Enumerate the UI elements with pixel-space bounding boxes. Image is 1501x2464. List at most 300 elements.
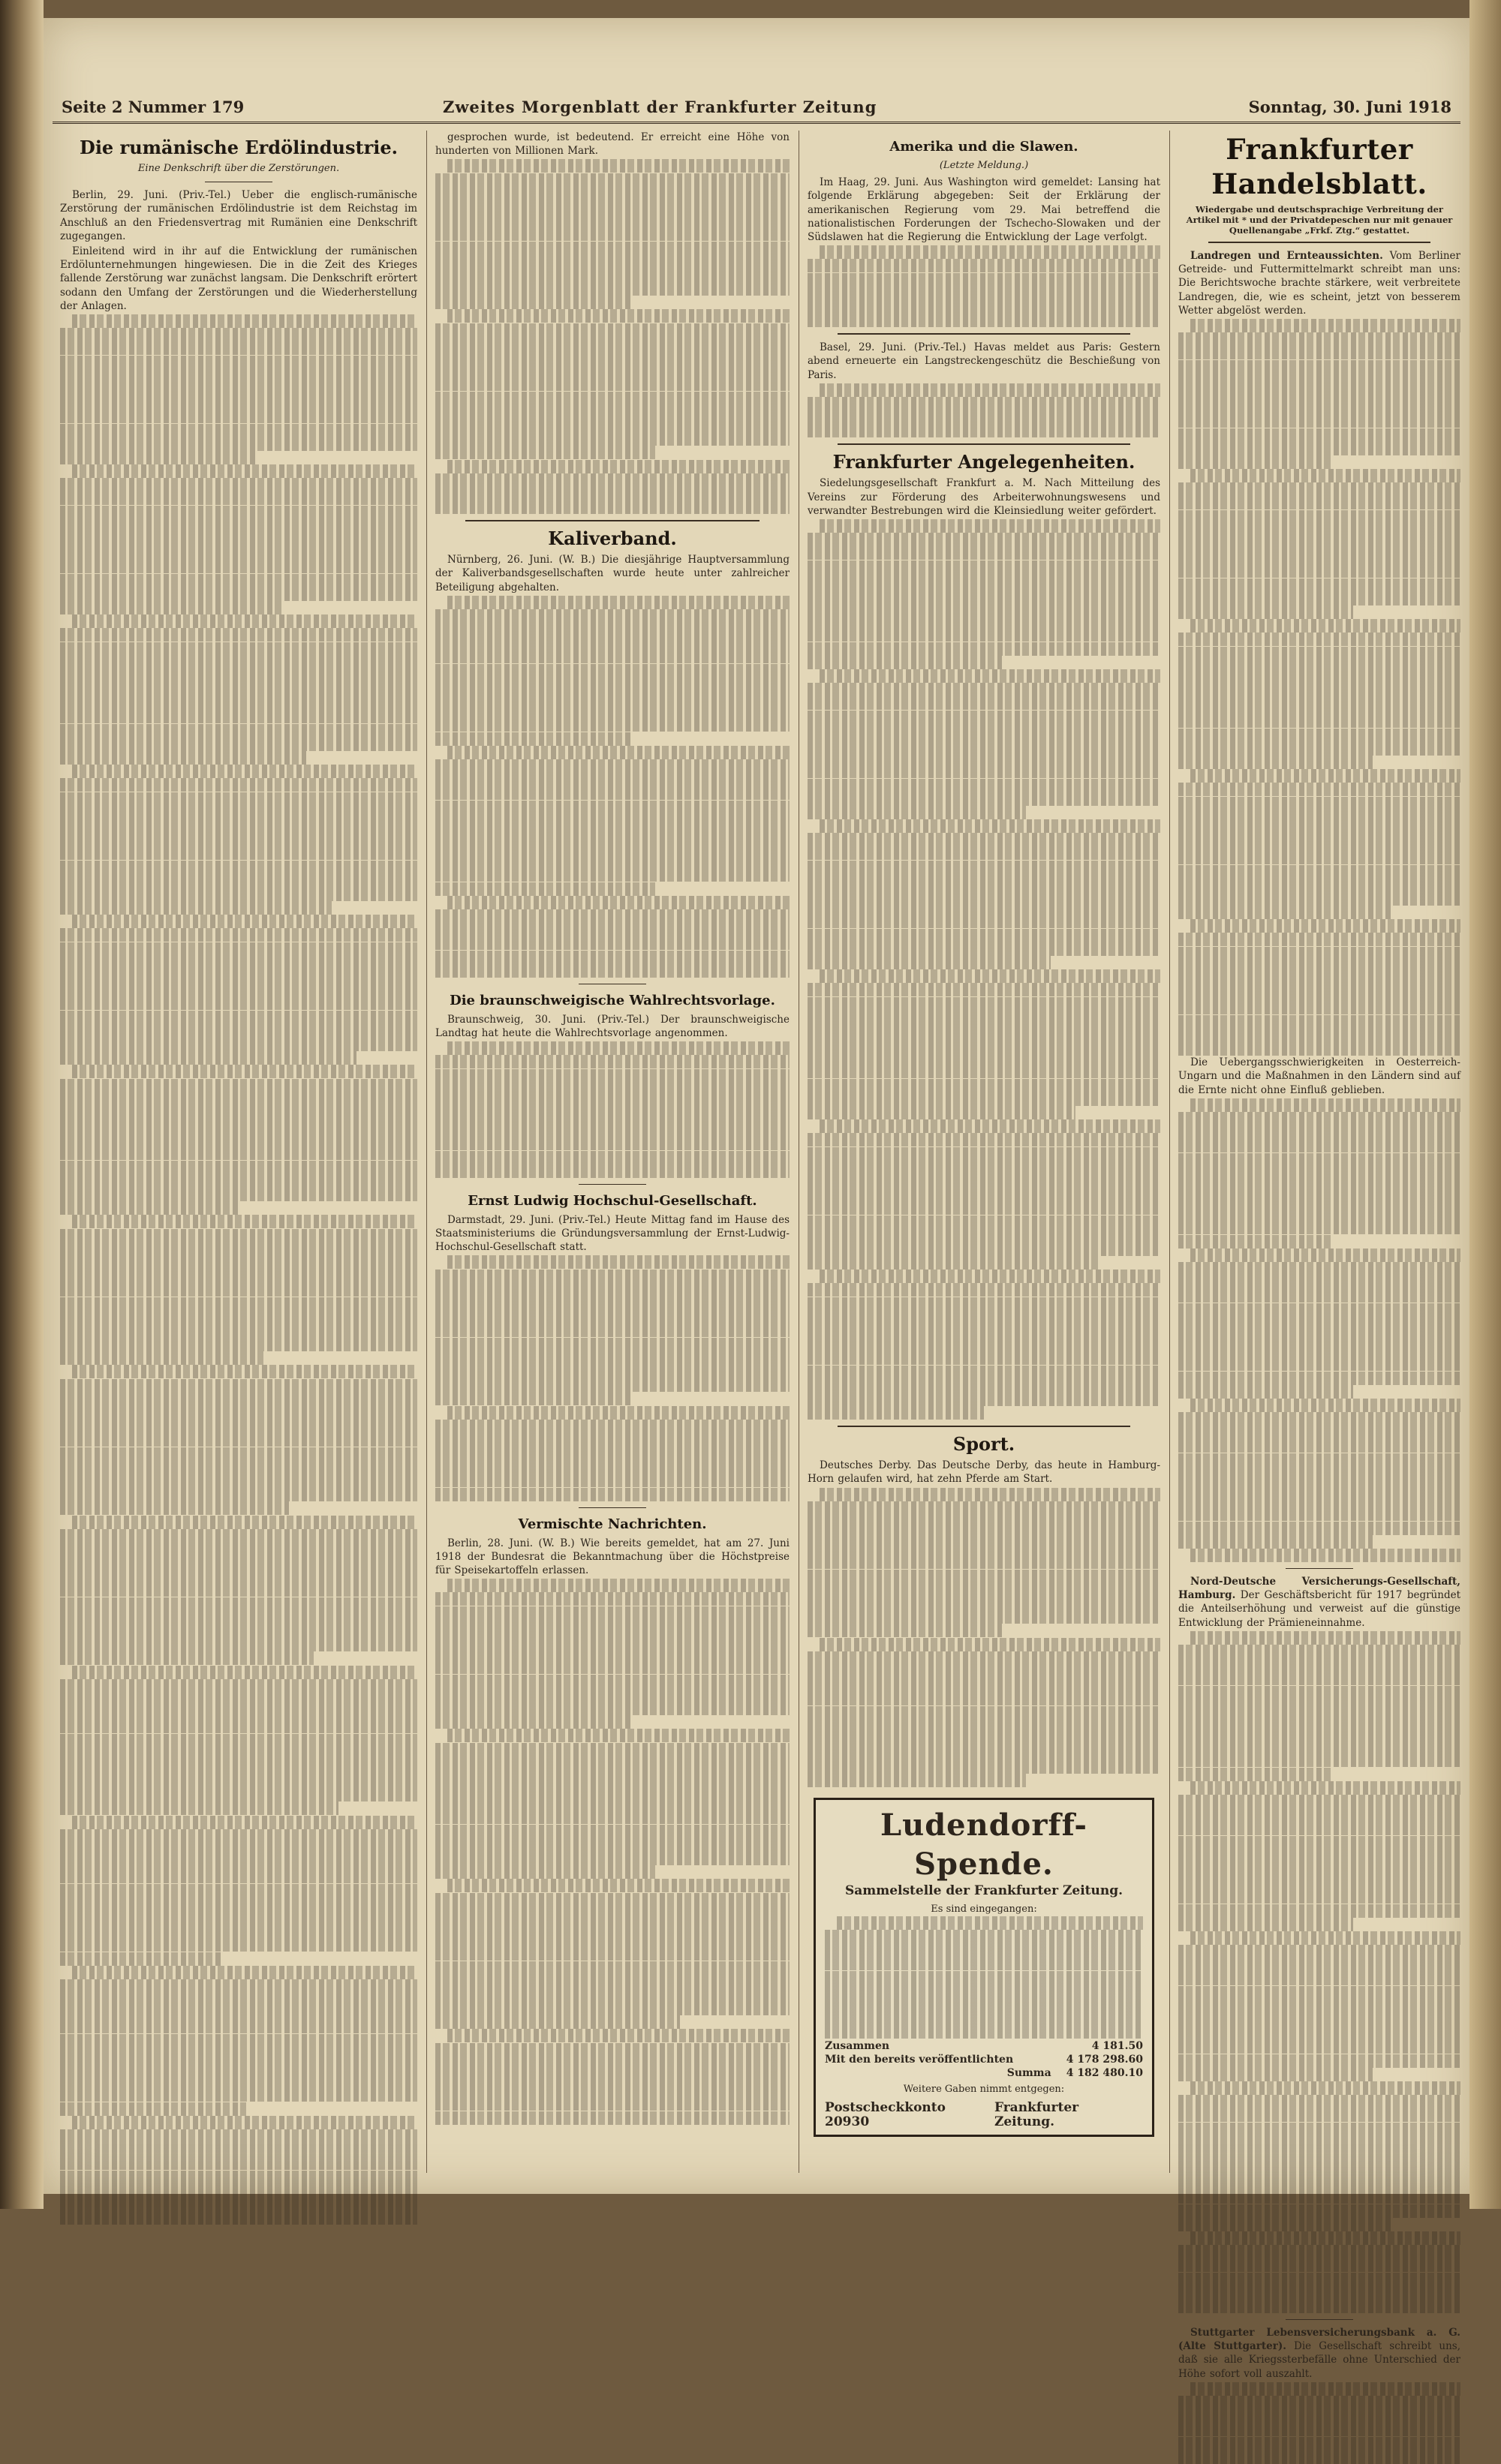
text-line	[808, 410, 1160, 424]
text-line	[60, 1243, 417, 1256]
section-lead-wahlrecht: Braunschweig, 30. Juni. (Priv.-Tel.) Der braunschweigische Landtag hat heute die Wahlrechtsvorlage angenommen.	[435, 1013, 790, 1039]
divider	[1286, 2319, 1353, 2320]
text-line	[808, 1011, 1160, 1024]
text-line	[435, 1055, 790, 1068]
ad-sum-label: Summa	[1006, 2066, 1051, 2079]
text-line	[1178, 947, 1460, 960]
ad-previous-row	[825, 2053, 1143, 2066]
text-line	[808, 997, 1160, 1011]
text-line	[435, 1783, 790, 1797]
text-line	[60, 1938, 417, 1952]
text-line	[1178, 701, 1460, 714]
text-line	[808, 1570, 1160, 1583]
text-line	[1178, 537, 1460, 551]
text-line	[808, 765, 1160, 778]
text-line	[808, 314, 1160, 327]
text-line	[435, 1488, 790, 1501]
text-line	[808, 1283, 1160, 1297]
text-line	[808, 942, 1160, 956]
text-line	[1178, 1426, 1460, 1439]
text-line	[1178, 524, 1460, 537]
text-line	[1178, 1372, 1460, 1385]
book-binding	[0, 0, 44, 2209]
text-line	[1178, 2450, 1460, 2464]
ad-postscheck: Postscheckkonto 20930	[825, 2100, 946, 2129]
ad-intro: Es sind eingegangen:	[931, 1903, 1037, 1915]
text-line	[825, 2012, 1143, 2025]
text-line	[60, 1351, 263, 1365]
text-line	[435, 1420, 790, 1433]
text-line	[820, 1488, 1160, 1501]
section-body-kali	[435, 596, 790, 978]
text-line	[808, 683, 1160, 696]
text-line	[808, 751, 1160, 765]
text-line	[1178, 1699, 1460, 1713]
text-line	[808, 1079, 1160, 1092]
text-line	[1178, 1494, 1460, 1507]
text-line	[435, 350, 790, 364]
text-line	[435, 1675, 790, 1688]
text-line	[435, 1838, 790, 1852]
text-line	[1178, 1672, 1460, 1685]
text-line	[60, 710, 417, 723]
news-basel: Basel, 29. Juni. (Priv.-Tel.) Havas meldet aus Paris: Gestern abend erneuerte ein Langstreckengeschütz die Beschießung von Paris.	[808, 341, 1160, 381]
text-line	[808, 833, 1160, 846]
text-line	[820, 669, 1160, 683]
text-line	[435, 323, 790, 337]
text-line	[60, 1174, 417, 1188]
handelsblatt-masthead: Frankfurter Handelsblatt.	[1211, 133, 1427, 200]
text-line	[435, 282, 790, 296]
text-line	[808, 560, 1160, 574]
text-line	[1190, 1781, 1460, 1795]
text-line	[1178, 1753, 1460, 1767]
text-line	[1178, 1986, 1460, 2000]
text-line	[435, 2111, 790, 2125]
section-body-hochschul	[435, 1255, 790, 1501]
text-line	[435, 678, 790, 691]
text-line	[1178, 2123, 1460, 2136]
text-line	[447, 309, 790, 323]
text-line	[60, 1529, 417, 1543]
text-line	[808, 1678, 1160, 1692]
text-line	[808, 1174, 1160, 1188]
text-line	[447, 596, 790, 609]
text-line	[60, 1570, 417, 1583]
text-line	[808, 273, 1160, 287]
text-line	[1178, 1918, 1353, 1931]
text-line	[1178, 1289, 1460, 1303]
text-line	[1178, 442, 1460, 455]
text-line	[60, 1256, 417, 1270]
text-line	[72, 1816, 417, 1829]
text-line	[72, 1516, 417, 1529]
text-line	[435, 473, 790, 487]
item-norddeutsche	[1178, 1575, 1460, 1630]
text-line	[60, 833, 417, 846]
text-line	[60, 533, 417, 546]
text-line	[447, 460, 790, 473]
text-line	[435, 1975, 790, 1988]
text-line	[1178, 687, 1460, 701]
text-line	[60, 1788, 417, 1801]
text-line	[435, 419, 790, 432]
text-line	[825, 1998, 1143, 2012]
text-line	[60, 819, 417, 833]
text-line	[1178, 2273, 1460, 2286]
text-line	[435, 1474, 790, 1487]
section-lead-frankfurt: Siedelungsgesellschaft Frankfurt a. M. Nach Mitteilung des Vereins zur Förderung des Arbeiterwohnungswesens und verwandter Bestrebungen wird die Kleinsiedlung weiter gefördert.	[808, 477, 1160, 517]
divider	[579, 1184, 646, 1185]
text-line	[808, 601, 1160, 614]
text-line	[820, 819, 1160, 833]
text-line	[808, 1188, 1160, 1201]
text-line	[1178, 2177, 1460, 2190]
text-line	[60, 1856, 417, 1870]
text-line	[60, 2088, 417, 2102]
text-line	[1178, 455, 1334, 469]
text-line	[72, 765, 417, 778]
text-line	[1178, 1768, 1334, 1781]
text-line	[60, 874, 417, 888]
text-line	[1178, 496, 1460, 509]
text-line	[808, 424, 1160, 437]
text-line	[825, 1930, 1143, 1943]
text-line	[60, 956, 417, 969]
text-line	[1178, 1522, 1460, 1535]
text-line	[1178, 2095, 1460, 2108]
text-line	[1178, 374, 1460, 387]
ad-footer	[825, 2101, 1143, 2128]
text-line	[435, 1920, 790, 1934]
text-line	[808, 724, 1160, 738]
text-line	[435, 1715, 630, 1729]
text-line	[435, 1852, 790, 1865]
text-line	[60, 669, 417, 683]
text-line	[1178, 633, 1460, 646]
text-line	[808, 1720, 1160, 1733]
text-line	[60, 491, 417, 505]
text-line	[60, 1501, 289, 1515]
text-line	[435, 255, 790, 269]
text-line	[808, 1092, 1160, 1106]
text-line	[808, 1501, 1160, 1515]
text-line	[60, 1979, 417, 1993]
text-line	[60, 2075, 417, 2088]
column-3	[808, 131, 1160, 2176]
text-line	[60, 778, 417, 792]
item-stuttgarter-title: Stuttgarter Lebensversicherungsbank a. G. (Alte Stuttgarter).	[1178, 2326, 1460, 2353]
text-line	[1178, 837, 1460, 851]
text-line	[435, 2097, 790, 2111]
section-lead-kali: Nürnberg, 26. Juni. (W. B.) Die diesjährige Hauptversammlung der Kaliverbandsgesellschaften wurde heute unter zahlreicher Beteiligung abgehalten.	[435, 554, 790, 593]
text-line	[60, 1556, 417, 1570]
text-line	[808, 1229, 1160, 1243]
text-line	[60, 546, 417, 560]
text-line	[60, 1324, 417, 1338]
text-line	[808, 1351, 1160, 1365]
column-rule	[1169, 131, 1170, 2173]
text-line	[435, 173, 790, 187]
text-line	[60, 587, 417, 601]
text-line	[1178, 2396, 1460, 2409]
text-line	[1178, 1221, 1460, 1234]
text-line	[808, 779, 1160, 792]
page-number: Seite 2 Nummer 179	[62, 98, 245, 116]
text-line	[435, 1083, 790, 1096]
item-landregen	[1178, 249, 1460, 317]
text-line	[1178, 2423, 1460, 2436]
text-line	[808, 792, 1160, 806]
text-line	[1178, 1139, 1460, 1152]
text-line	[60, 2211, 417, 2225]
text-line	[1178, 1235, 1334, 1249]
text-line	[808, 397, 1160, 410]
text-line	[435, 1606, 790, 1620]
text-line	[60, 1311, 417, 1324]
text-line	[435, 609, 790, 623]
text-line	[435, 214, 790, 227]
text-line	[1178, 1344, 1460, 1357]
text-line	[60, 969, 417, 983]
text-line	[435, 1151, 790, 1164]
text-line	[72, 1365, 417, 1378]
text-line	[435, 1069, 790, 1083]
column-4	[1178, 131, 1460, 2380]
text-line	[435, 1297, 790, 1310]
text-line	[1178, 2027, 1460, 2040]
ad-total-row	[825, 2039, 1143, 2053]
text-line	[808, 1256, 1100, 1270]
text-line	[1178, 1904, 1460, 1918]
text-line	[1178, 1958, 1460, 1972]
text-line	[1190, 2382, 1460, 2396]
text-line	[60, 683, 417, 696]
text-line	[1190, 1931, 1460, 1945]
text-line	[435, 1592, 790, 1606]
text-line	[808, 1760, 1160, 1774]
ludendorff-donation-ad	[814, 1798, 1154, 2136]
text-line	[60, 738, 417, 751]
text-line	[1178, 1439, 1460, 1453]
text-line	[60, 724, 417, 738]
text-line	[435, 828, 790, 841]
news-basel-body	[808, 383, 1160, 438]
section-lead-vermischte: Berlin, 28. Juni. (W. B.) Wie bereits gemeldet, hat am 27. Juni 1918 der Bundesrat die Bekanntmachung über die Höchstpreise für Speisekartoffeln erlassen.	[435, 1537, 790, 1577]
text-line	[1178, 1015, 1460, 1029]
text-line	[1178, 1385, 1353, 1399]
section-body-frankfurt	[808, 519, 1160, 1420]
text-line	[72, 1666, 417, 1679]
text-line	[820, 245, 1160, 259]
text-line	[808, 587, 1160, 601]
ad-title: Ludendorff-Spende.	[880, 1807, 1088, 1883]
text-line	[1178, 2204, 1460, 2218]
text-line	[435, 1378, 790, 1392]
text-line	[435, 269, 790, 282]
text-line	[1178, 714, 1460, 728]
text-line	[435, 405, 790, 419]
text-line	[1178, 510, 1460, 524]
text-line	[60, 1461, 417, 1474]
text-line	[60, 792, 417, 806]
text-line	[808, 1610, 1160, 1624]
text-line	[72, 1215, 417, 1228]
text-line	[808, 1406, 984, 1420]
text-line	[435, 2070, 790, 2084]
text-line	[808, 1324, 1160, 1338]
text-line	[447, 746, 790, 759]
text-line	[1178, 1357, 1460, 1371]
text-line	[447, 1255, 790, 1269]
text-line	[808, 846, 1160, 860]
text-line	[808, 1597, 1160, 1610]
text-line	[60, 2198, 417, 2211]
text-line	[435, 1447, 790, 1460]
text-line	[60, 1474, 417, 1488]
text-line	[1178, 1262, 1460, 1276]
article-body-amerika	[808, 245, 1160, 327]
text-line	[435, 2015, 680, 2029]
article-lead: Berlin, 29. Juni. (Priv.-Tel.) Ueber die englisch-rumänische Zerstörung der rumänischen Erdölindustrie ist dem Reichstag im Anschluß an den Friedensvertrag mit Rumänien eine Denkschrift zugegangen.	[60, 189, 417, 242]
text-line	[1178, 1153, 1460, 1167]
page-date: Sonntag, 30. Juni 1918	[1248, 98, 1451, 116]
text-line	[435, 923, 790, 936]
text-line	[435, 200, 790, 214]
text-line	[1178, 797, 1460, 810]
text-line	[808, 533, 1160, 546]
text-line	[808, 1297, 1160, 1311]
text-line	[60, 1379, 417, 1393]
text-line	[1178, 428, 1460, 442]
text-line	[60, 506, 417, 519]
article-continued-text: gesprochen wurde, ist bedeutend. Er erreicht eine Höhe von hunderten von Millionen Mark.	[435, 131, 790, 158]
text-line	[60, 574, 417, 587]
text-line	[808, 1733, 1160, 1747]
text-line	[435, 1633, 790, 1647]
text-line	[60, 1583, 417, 1597]
reprint-notice: Wiedergabe und deutschsprachige Verbreitung der Artikel mit * und der Privatdepeschen nur mit genauer Quellenangabe „Frkf. Ztg.“ gestattet.	[1186, 204, 1453, 236]
text-line	[825, 1985, 1143, 1998]
text-line	[60, 341, 417, 355]
text-line	[435, 500, 790, 514]
text-line	[1178, 2258, 1460, 2272]
text-line	[60, 1679, 417, 1693]
text-line	[60, 1297, 417, 1311]
text-line	[1178, 332, 1460, 346]
text-line	[808, 806, 1026, 819]
donor-list	[825, 1916, 1143, 2039]
text-line	[1178, 1507, 1460, 1521]
article-body: Einleitend wird in ihr auf die Entwicklung der rumänischen Erdölunternehmungen hingewiesen. Die in die Zeit des Krieges fallende Zerstörung war zunächst langsam. Die Denkschrift erörtert sodann den Umfang der Zerstörungen und die Wiederherstellung der Anlagen.	[60, 245, 417, 312]
text-line	[60, 996, 417, 1010]
text-line	[72, 2116, 417, 2129]
text-line	[1178, 974, 1460, 987]
text-line	[60, 1898, 417, 1911]
text-line	[60, 1597, 417, 1611]
text-line	[60, 2048, 417, 2061]
text-line	[60, 1283, 417, 1297]
text-line	[60, 1884, 417, 1898]
item-stuttgarter	[1178, 2326, 1460, 2381]
text-line	[435, 337, 790, 350]
text-line	[60, 1011, 417, 1024]
text-line	[60, 1925, 417, 1938]
text-line	[1178, 1972, 1460, 1985]
text-line	[60, 369, 417, 383]
text-line	[435, 855, 790, 868]
ad-previous-value: 4 178 298.60	[1066, 2053, 1143, 2066]
text-line	[435, 1810, 790, 1824]
text-line	[435, 1365, 790, 1378]
section-title-hochschul: Ernst Ludwig Hochschul-Gesellschaft.	[468, 1192, 757, 1209]
text-line	[1178, 1795, 1460, 1808]
text-line	[435, 1137, 790, 1150]
text-line	[1178, 1112, 1460, 1125]
text-line	[435, 1647, 790, 1660]
text-line	[435, 1110, 790, 1123]
text-line	[60, 942, 417, 956]
text-line	[1178, 1330, 1460, 1344]
text-line	[1190, 1549, 1460, 1562]
text-line	[435, 909, 790, 923]
text-line	[435, 1283, 790, 1297]
text-line	[435, 1988, 790, 2002]
text-line	[60, 1734, 417, 1747]
text-line	[435, 1338, 790, 1351]
text-line	[825, 1957, 1143, 1970]
text-line	[435, 1797, 790, 1810]
text-line	[60, 1843, 417, 1856]
text-line	[808, 1161, 1160, 1174]
text-line	[60, 478, 417, 491]
text-line	[435, 1825, 790, 1838]
text-line	[808, 1201, 1160, 1215]
text-line	[1178, 2054, 1460, 2068]
text-line	[1178, 346, 1460, 359]
text-line	[1178, 1453, 1460, 1467]
text-line	[808, 1024, 1160, 1038]
text-line	[60, 1611, 417, 1624]
text-line	[1178, 674, 1460, 687]
text-line	[808, 915, 1160, 928]
text-line	[1178, 1836, 1460, 1850]
text-line	[435, 1702, 790, 1715]
article-continuation	[60, 314, 417, 2225]
text-line	[435, 1460, 790, 1474]
section-lead-sport: Deutsches Derby. Das Deutsche Derby, das heute in Hamburg-Horn gelaufen wird, hat zehn Pferde am Start.	[808, 1459, 1160, 1486]
text-line	[435, 2002, 790, 2015]
text-line	[1178, 906, 1393, 919]
text-line	[60, 2143, 417, 2156]
text-line	[447, 1729, 790, 1742]
text-line	[808, 1133, 1160, 1146]
text-line	[447, 1406, 790, 1420]
text-line	[435, 487, 790, 500]
text-line	[435, 786, 790, 800]
text-line	[1178, 360, 1460, 374]
text-line	[808, 1706, 1160, 1720]
text-line	[808, 628, 1160, 642]
text-line	[60, 1119, 417, 1133]
text-line	[60, 656, 417, 669]
text-line	[1178, 1001, 1460, 1014]
text-line	[435, 364, 790, 377]
text-line	[808, 1106, 1075, 1119]
text-line	[72, 614, 417, 628]
text-line	[1178, 387, 1460, 401]
text-line	[1178, 1029, 1460, 1042]
